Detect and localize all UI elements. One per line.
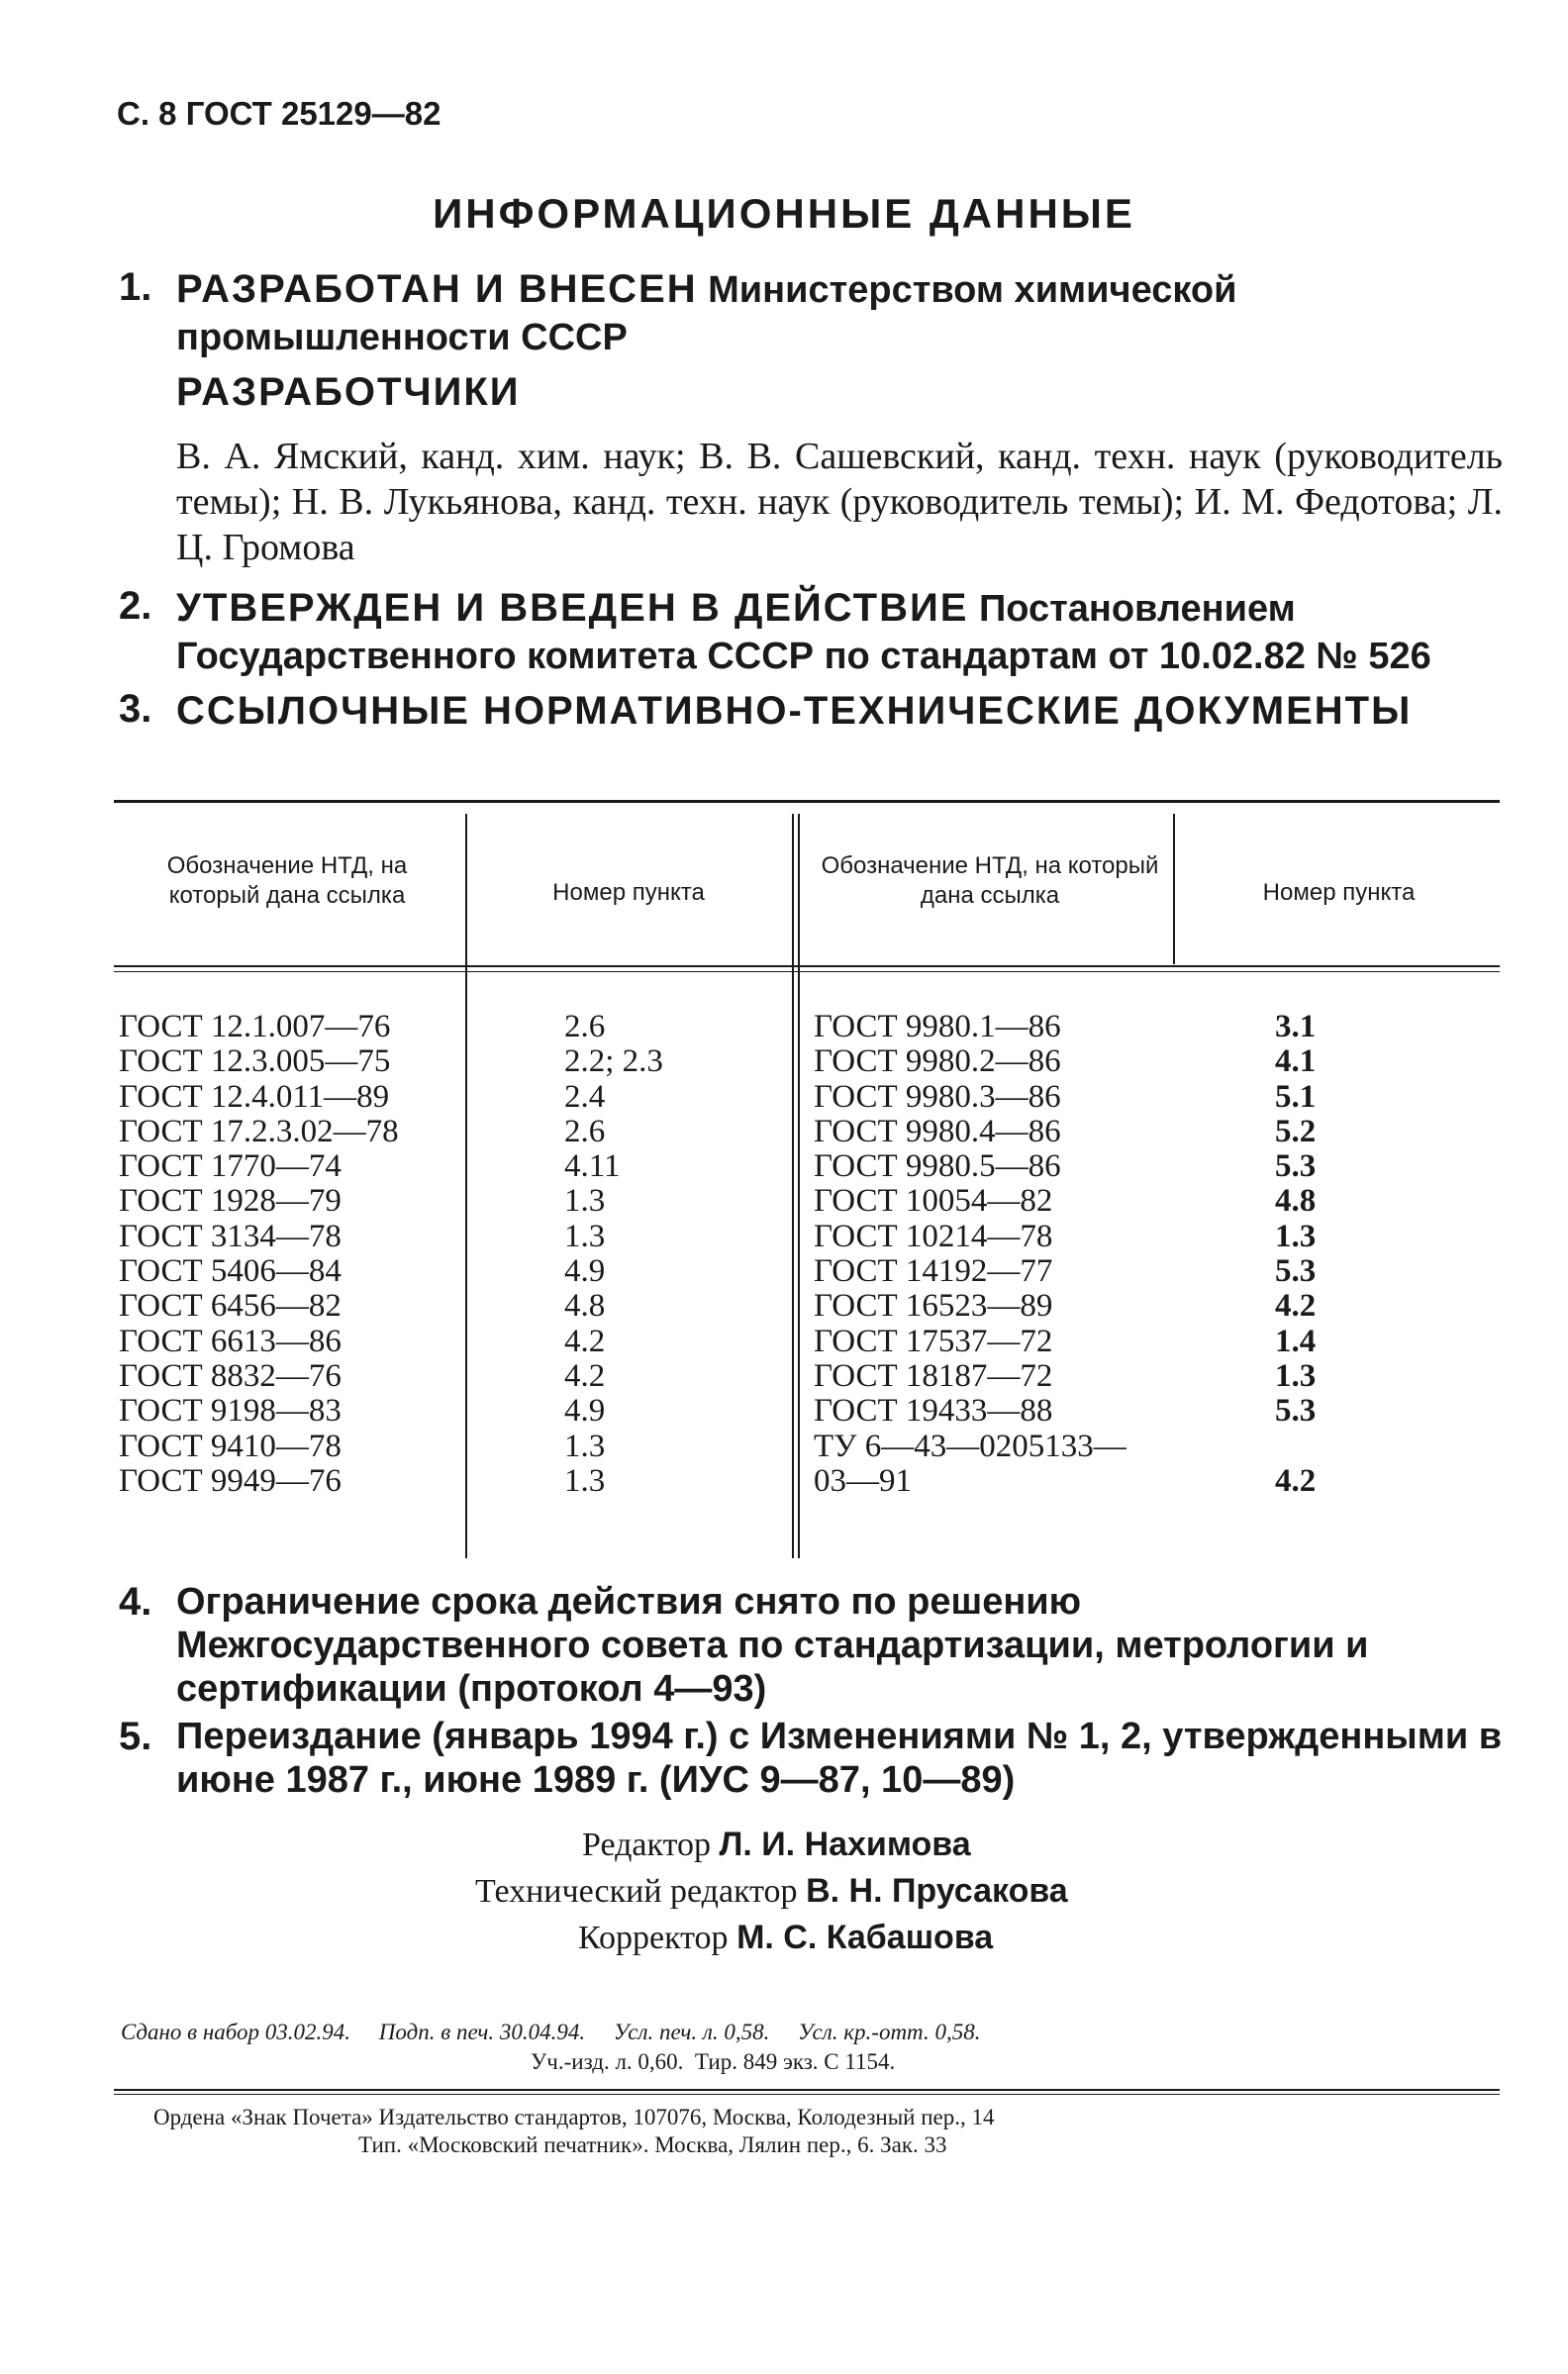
section-2 <box>119 584 1505 680</box>
section-1 <box>119 265 1505 361</box>
tech-editor-line: Технический редактор В. Н. Прусакова <box>475 1872 1068 1910</box>
table-right-docs: ГОСТ 9980.1—86 ГОСТ 9980.2—86 ГОСТ 9980.3—86 ГОСТ 9980.4—86 ГОСТ 9980.5—86 ГОСТ 10054—82 ГОСТ 10214—78 ГОСТ 14192—77 ГОСТ 16523—89 ГОСТ 17537—72 ГОСТ 18187—72 ГОСТ 19433—88 ТУ 6—43—0205133— 03—91 <box>814 1009 1127 1499</box>
imprint-rule <box>114 2089 1500 2091</box>
imprint-line-4: Тип. «Московский печатник». Москва, Лялин пер., 6. Зак. 33 <box>358 2132 947 2157</box>
imprint-rule-2 <box>114 2094 1500 2095</box>
table-top-rule <box>114 800 1500 803</box>
imprint-line-2: Уч.-изд. л. 0,60. Тир. 849 экз. С 1154. <box>531 2049 896 2074</box>
page-header: С. 8 ГОСТ 25129—82 <box>117 95 441 132</box>
section-number: 4. <box>119 1580 152 1624</box>
imprint-line-1: Сдано в набор 03.02.94. Подп. в печ. 30.04.94. Усл. печ. л. 0,58. Усл. кр.-отт. 0,58. <box>121 2020 981 2044</box>
section-number: 5. <box>119 1715 152 1758</box>
section-4 <box>119 1580 1505 1711</box>
table-divider-2b <box>798 814 800 1558</box>
table-header-doc-right: Обозначение НТД, на который дана ссылка <box>821 852 1159 909</box>
section-heading: УТВЕРЖДЕН И ВВЕДЕН В ДЕЙСТВИЕ <box>176 586 969 630</box>
section-text: Министерством химической промышленности СССР <box>176 269 1237 358</box>
table-left-docs: ГОСТ 12.1.007—76 ГОСТ 12.3.005—75 ГОСТ 12.4.011—89 ГОСТ 17.2.3.02—78 ГОСТ 1770—74 ГОСТ 1928—79 ГОСТ 3134—78 ГОСТ 5406—84 ГОСТ 6456—82 ГОСТ 6613—86 ГОСТ 8832—76 ГОСТ 9198—83 ГОСТ 9410—78 ГОСТ 9949—76 <box>119 1009 399 1499</box>
section-5 <box>119 1715 1505 1802</box>
section-number: 2. <box>119 584 152 628</box>
developers-heading: РАЗРАБОТЧИКИ <box>176 370 521 414</box>
section-number: 1. <box>119 265 152 309</box>
table-header-doc-left: Обозначение НТД, на который дана ссылка <box>166 852 408 909</box>
developers-list: В. А. Ямский, канд. хим. наук; В. В. Сашевский, канд. техн. наук (руководитель темы); Н. В. Лукьянова, канд. техн. наук (руководитель темы); И. М. Федотова; Л. Ц. Громова <box>176 436 1503 568</box>
section-text: Переиздание (январь 1994 г.) с Изменениями № 1, 2, утвержденными в июне 1987 г., июне 1989 г. (ИУС 9—87, 10—89) <box>176 1716 1503 1801</box>
table-left-items: 2.6 2.2; 2.3 2.4 2.6 4.11 1.3 1.3 4.9 4.8 4.2 4.2 4.9 1.3 1.3 <box>564 1009 663 1499</box>
table-header-item-left: Номер пункта <box>552 879 705 906</box>
table-divider-1 <box>465 814 467 1558</box>
section-heading: РАЗРАБОТАН И ВНЕСЕН <box>176 267 698 311</box>
section-number: 3. <box>119 687 152 731</box>
table-right-items: 3.1 4.1 5.1 5.2 5.3 4.8 1.3 5.3 4.2 1.4 1.3 5.3 4.2 <box>1275 1009 1317 1499</box>
editor-line: Редактор Л. И. Нахимова <box>582 1826 971 1863</box>
table-head-rule <box>114 965 1500 967</box>
editors-block <box>475 1822 1068 1961</box>
table-head-rule-2 <box>114 971 1500 972</box>
table-divider-3 <box>1173 814 1175 964</box>
section-3 <box>119 687 1505 736</box>
section-text: Ограничение срока действия снято по решению Межгосударственного совета по стандартизации, метрологии и сертификации (протокол 4—93) <box>176 1581 1369 1710</box>
imprint-line-3: Ордена «Знак Почета» Издательство стандартов, 107076, Москва, Колодезный пер., 14 <box>153 2105 995 2129</box>
section-heading: ССЫЛОЧНЫЕ НОРМАТИВНО-ТЕХНИЧЕСКИЕ ДОКУМЕНТЫ <box>176 689 1413 733</box>
table-header-item-right: Номер пункта <box>1262 879 1416 906</box>
page-title: ИНФОРМАЦИОННЫЕ ДАННЫЕ <box>433 190 1135 237</box>
corrector-line: Корректор М. С. Кабашова <box>578 1919 994 1956</box>
table-divider-2 <box>792 814 794 1558</box>
section-text: Постановлением Государственного комитета СССР по стандартам от 10.02.82 № 526 <box>176 588 1431 677</box>
